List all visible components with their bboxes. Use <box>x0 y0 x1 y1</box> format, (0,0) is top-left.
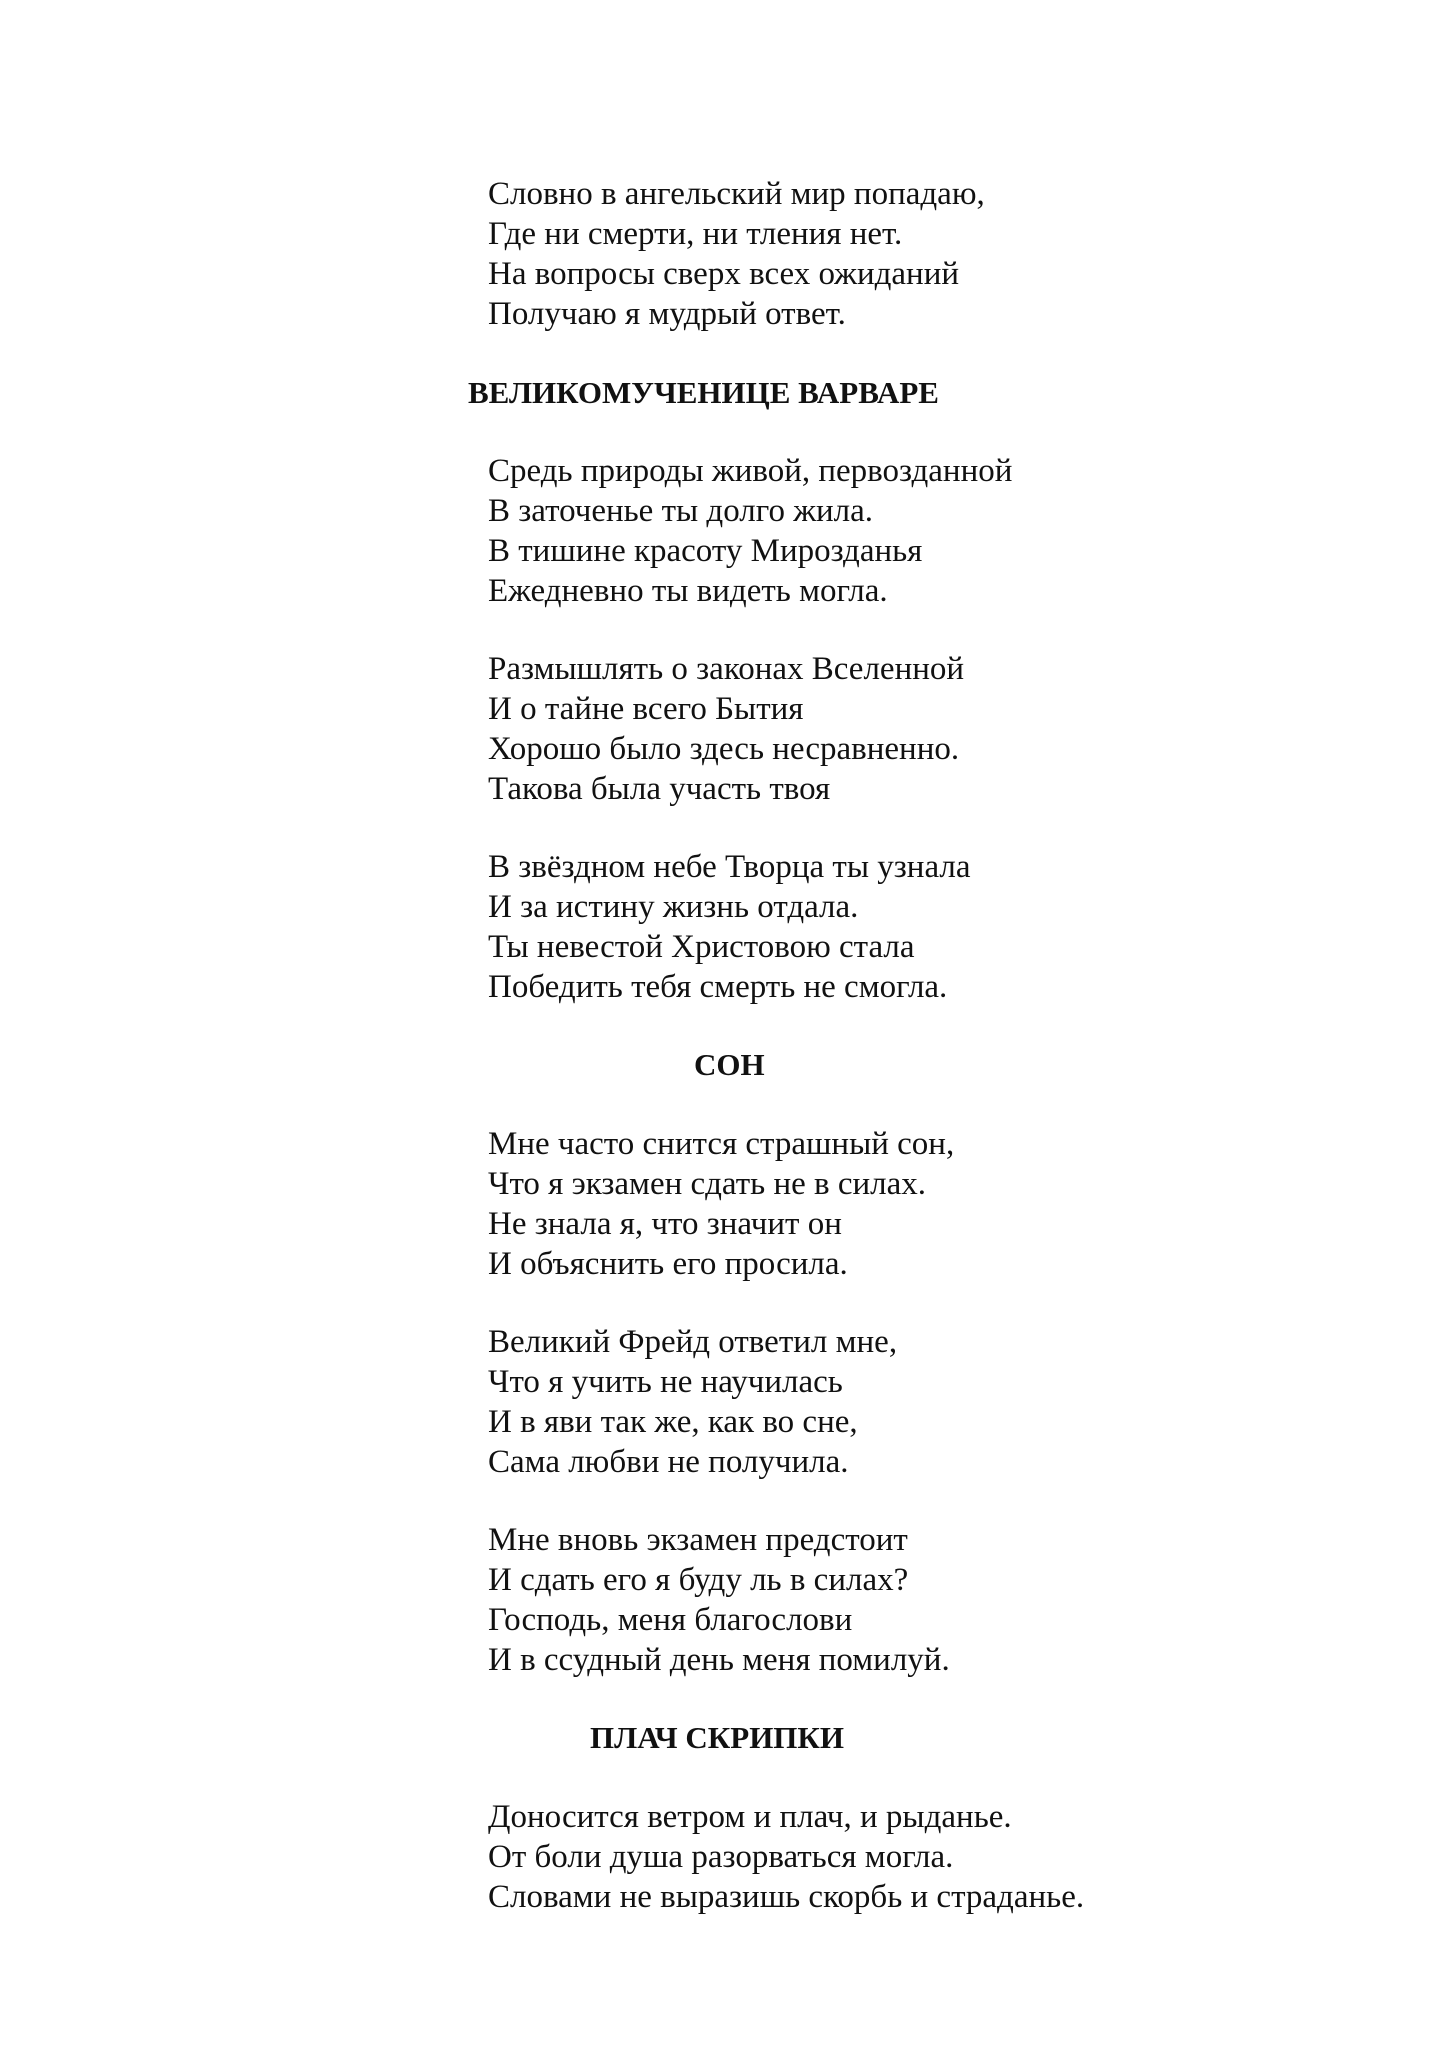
poem-title-varvara: ВЕЛИКОМУЧЕНИЦЕ ВАРВАРЕ <box>468 375 939 410</box>
verse-line: Мне часто снится страшный сон, <box>488 1126 955 1162</box>
verse-line: Где ни смерти, ни тления нет. <box>488 216 903 252</box>
verse-line: И за истину жизнь отдала. <box>488 889 859 925</box>
verse-line: Что я учить не научилась <box>488 1364 843 1400</box>
verse-line: На вопросы сверх всех ожиданий <box>488 256 960 292</box>
verse-line: Получаю я мудрый ответ. <box>488 296 846 332</box>
verse-line: Господь, меня благослови <box>488 1602 853 1638</box>
stanza-2 <box>488 451 1012 611</box>
stanza-4 <box>488 847 971 1007</box>
stanza-3 <box>488 649 964 809</box>
verse-line: Хорошо было здесь несравненно. <box>488 731 960 767</box>
verse-line: И в ссудный день меня помилуй. <box>488 1642 950 1678</box>
verse-line: От боли душа разорваться могла. <box>488 1839 954 1875</box>
verse-line: Размышлять о законах Вселенной <box>488 651 965 687</box>
verse-line: Не знала я, что значит он <box>488 1206 842 1242</box>
stanza-1 <box>488 174 985 334</box>
verse-line: Великий Фрейд ответил мне, <box>488 1324 898 1360</box>
verse-line: И объяснить его просила. <box>488 1246 848 1282</box>
verse-line: Мне вновь экзамен предстоит <box>488 1522 908 1558</box>
verse-line: Словно в ангельский мир попадаю, <box>488 176 985 212</box>
verse-line: Сама любви не получила. <box>488 1444 849 1480</box>
stanza-7 <box>488 1520 950 1680</box>
verse-line: Что я экзамен сдать не в силах. <box>488 1166 927 1202</box>
verse-line: И о тайне всего Бытия <box>488 691 804 727</box>
verse-line: И сдать его я буду ль в силах? <box>488 1562 909 1598</box>
verse-line: Ты невестой Христовою стала <box>488 929 915 965</box>
verse-line: Победить тебя смерть не смогла. <box>488 969 948 1005</box>
verse-line: Такова была участь твоя <box>488 771 831 807</box>
stanza-6 <box>488 1322 897 1482</box>
stanza-8 <box>488 1797 1084 1917</box>
verse-line: Ежедневно ты видеть могла. <box>488 573 888 609</box>
stanza-5 <box>488 1124 954 1284</box>
verse-line: И в яви так же, как во сне, <box>488 1404 858 1440</box>
verse-line: Доносится ветром и плач, и рыданье. <box>488 1799 1012 1835</box>
verse-line: Словами не выразишь скорбь и страданье. <box>488 1879 1085 1915</box>
poem-title-son: СОН <box>694 1047 765 1082</box>
verse-line: Средь природы живой, первозданной <box>488 453 1013 489</box>
verse-line: В заточенье ты долго жила. <box>488 493 874 529</box>
verse-line: В звёздном небе Творца ты узнала <box>488 849 971 885</box>
verse-line: В тишине красоту Мирозданья <box>488 533 923 569</box>
poem-title-plach-skripki: ПЛАЧ СКРИПКИ <box>590 1720 845 1755</box>
